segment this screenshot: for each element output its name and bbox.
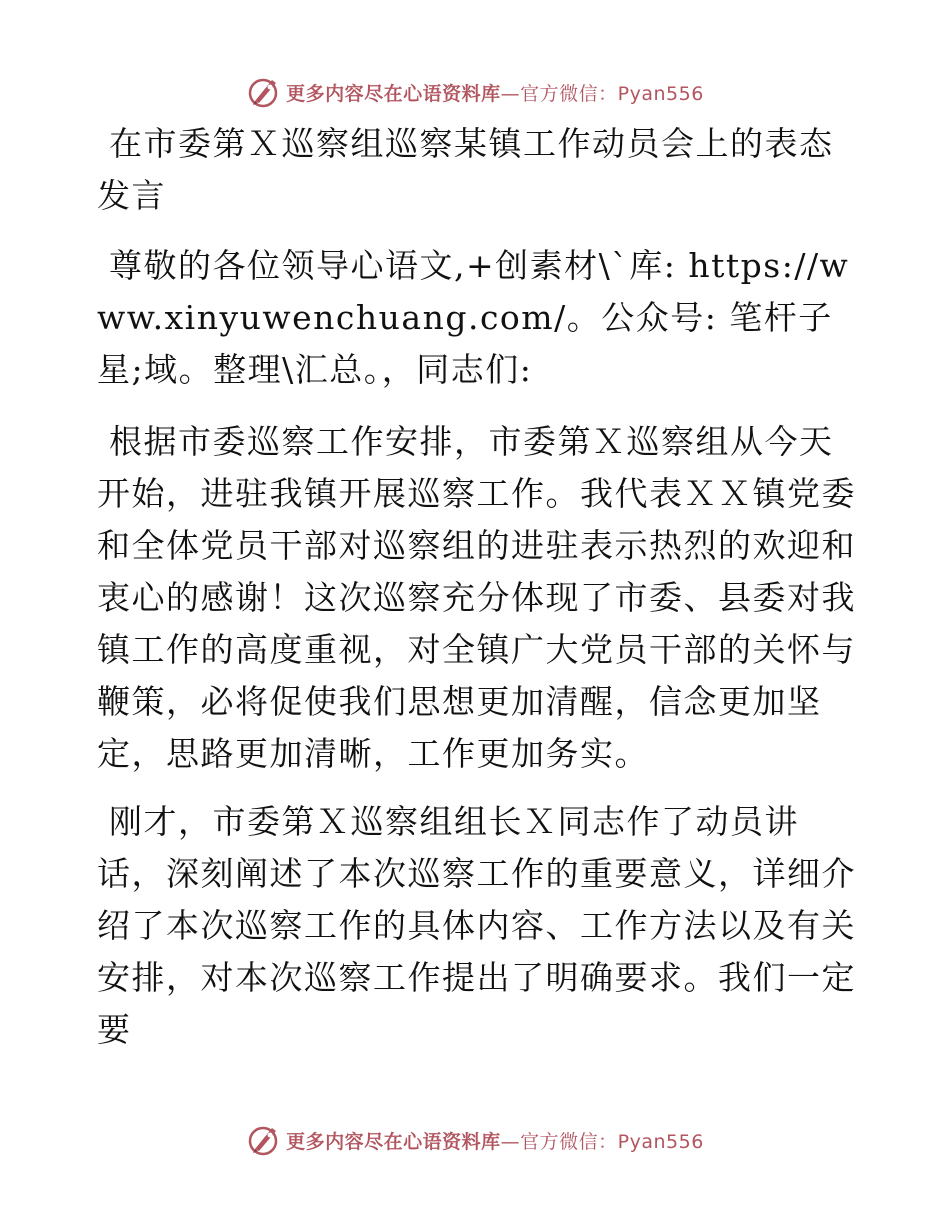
watermark-brand: 更多内容尽在心语资料库 xyxy=(286,82,501,105)
paragraph-1: 根据市委巡察工作安排，市委第Ｘ巡察组从今天开始，进驻我镇开展巡察工作。我代表ＸＸ镇党委和全体党员干部对巡察组的进驻表示热烈的欢迎和衷心的感谢！这次巡察充分体现了市委、县委对我镇工作的高度重视，对全镇广大党员干部的关怀与鞭策，必将促使我们思想更加清醒，信念更加坚定，思路更加清晰，工作更加务实。 xyxy=(97,422,856,773)
document-body xyxy=(97,118,857,1064)
watermark-brand: 更多内容尽在心语资料库 xyxy=(286,1130,501,1153)
watermark-contact: —官方微信：Pyan556 xyxy=(500,1130,704,1153)
footer-watermark xyxy=(0,1120,950,1160)
watermark-contact: —官方微信：Pyan556 xyxy=(500,82,704,105)
watermark-text xyxy=(286,79,704,106)
paragraph-greeting: 尊敬的各位领导心语文,+创素材\`库: https://www.xinyuwenchuang.com/。公众号: 笔杆子星;域。整理\汇总。，同志们: xyxy=(97,246,850,389)
paragraph-2: 刚才，市委第Ｘ巡察组组长Ｘ同志作了动员讲话，深刻阐述了本次巡察工作的重要意义，详细介绍了本次巡察工作的具体内容、工作方法以及有关安排，对本次巡察工作提出了明确要求。我们一定要 xyxy=(97,802,856,1049)
document-title: 在市委第Ｘ巡察组巡察某镇工作动员会上的表态发言 xyxy=(97,124,834,215)
quill-logo-icon xyxy=(246,74,282,110)
header-watermark xyxy=(0,72,950,112)
quill-logo-icon xyxy=(246,1122,282,1158)
watermark-text xyxy=(286,1127,704,1154)
